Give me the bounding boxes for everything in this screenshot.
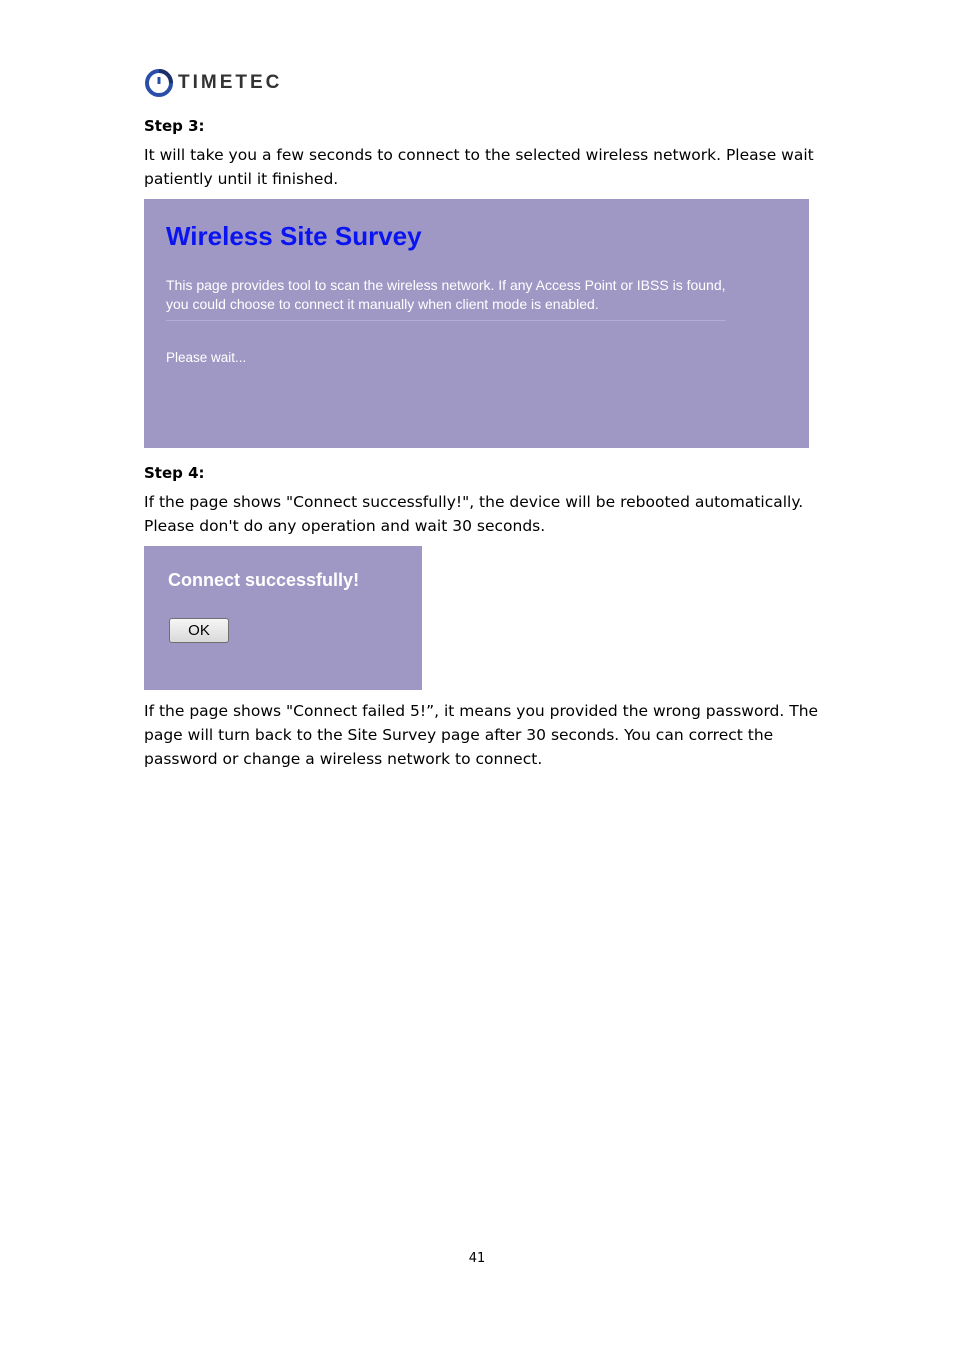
step-3-heading: Step 3: <box>144 117 205 135</box>
site-survey-description: This page provides tool to scan the wireless network. If any Access Point or IBSS is found, you could choose to connect it manually when client mode is enabled. <box>166 277 726 312</box>
timetec-logo <box>144 68 282 98</box>
site-survey-screenshot <box>144 199 809 448</box>
page-number: 41 <box>468 1251 486 1266</box>
connect-failed-note: If the page shows "Connect failed 5!”, it means you provided the wrong password. The page will turn back to the Site Survey page after 30 seconds. You can correct the password or change a wireless network to connect. <box>144 702 819 768</box>
step-4-heading: Step 4: <box>144 464 205 482</box>
logo-ring-icon <box>144 68 174 98</box>
ok-button[interactable]: OK <box>169 618 229 643</box>
wait-status-text: Please wait... <box>166 350 247 365</box>
step-4-text: If the page shows "Connect successfully!", the device will be rebooted automatically. Please don't do any operation and wait 30 seconds. <box>144 493 804 535</box>
logo-text: TIMETEC <box>178 72 283 93</box>
divider <box>166 320 726 321</box>
site-survey-title: Wireless Site Survey <box>166 221 422 251</box>
connect-success-message: Connect successfully! <box>168 570 360 590</box>
connect-success-screenshot <box>144 546 422 690</box>
step-3-text: It will take you a few seconds to connect to the selected wireless network. Please wait patiently until it finished. <box>144 146 814 188</box>
